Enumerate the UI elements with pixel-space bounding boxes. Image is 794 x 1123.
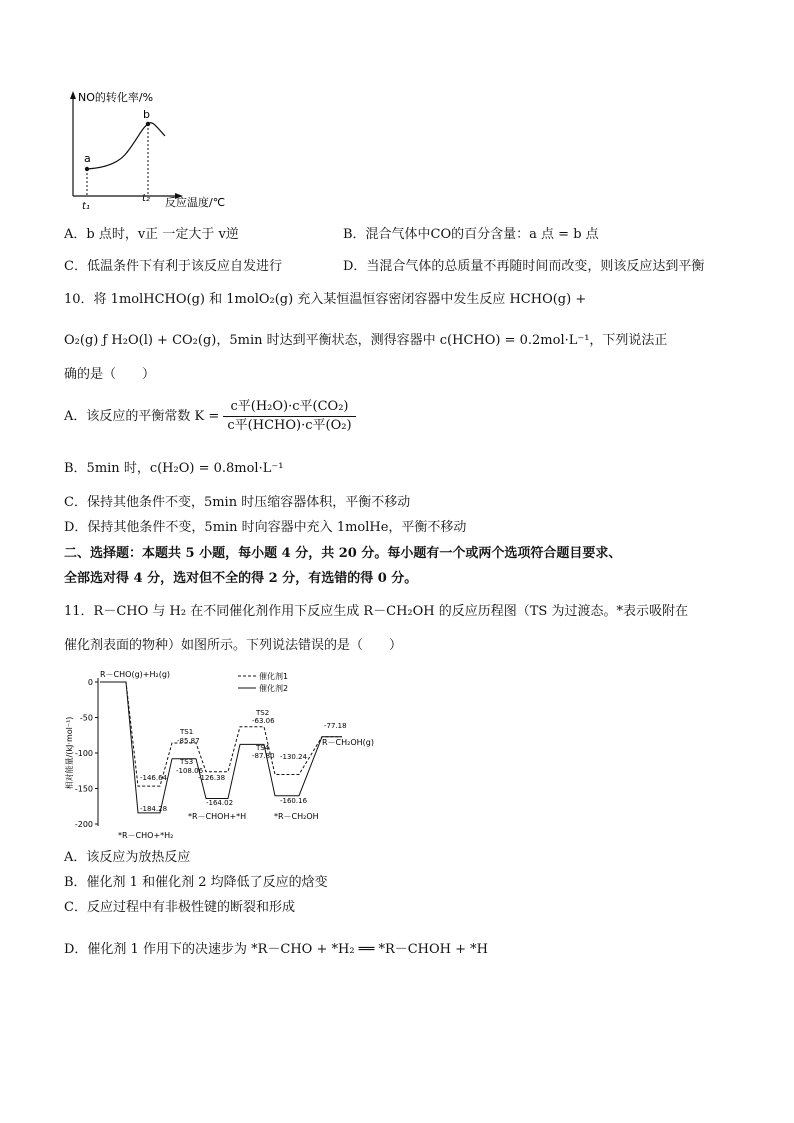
conversion-curve	[87, 123, 165, 169]
series-line-2	[100, 682, 342, 813]
fraction-denominator: c平(HCHO)·c平(O₂)	[227, 418, 352, 433]
q10-option-a-prefix: A．该反应的平衡常数 K =	[64, 409, 220, 424]
y-tick-label: -150	[74, 784, 93, 794]
ts-label: TS4	[256, 744, 270, 752]
t2-label: t₂	[142, 193, 150, 204]
ts-label: TS2	[256, 709, 270, 717]
legend-label: 催化剂1	[259, 672, 289, 681]
ts-label: TS3	[180, 758, 194, 766]
point-b-label: b	[143, 108, 150, 121]
value-label: -184.28	[140, 805, 168, 813]
species-label: *R－CHO+*H₂	[118, 831, 174, 840]
q10-stem-3: 确的是（ ）	[64, 367, 156, 382]
legend-label: 催化剂2	[259, 684, 289, 693]
q10-option-b: B．5min 时，c(H₂O) = 0.8mol·L⁻¹	[64, 461, 284, 476]
value-label: -87.80	[252, 752, 275, 760]
y-tick-label: -100	[74, 749, 93, 758]
q9-option-c: C．低温条件下有利于该反应自发进行	[64, 259, 282, 274]
value-label: -126.38	[198, 774, 226, 782]
value-label: -85.87	[177, 737, 200, 745]
y-axis-label: NO的转化率/%	[78, 91, 154, 104]
q10-stem-1: 10．将 1molHCHO(g) 和 1molO₂(g) 充入某恒温恒容密闭容器中发生反应 HCHO(g) +	[64, 292, 587, 307]
fraction-numerator: c平(H₂O)·c平(CO₂)	[223, 398, 355, 417]
y-tick-label: -50	[79, 713, 93, 723]
q9-option-a: A．b 点时，v正 一定大于 v逆	[64, 227, 239, 242]
value-label: -77.18	[324, 722, 347, 730]
q10-option-a	[64, 398, 356, 435]
q11-option-d: D．催化剂 1 作用下的决速步为 *R－CHO + *H₂ ══ *R－CHOH + *H	[64, 942, 489, 957]
y-axis-arrow	[70, 91, 76, 99]
section2-heading-line2: 全部选对得 4 分，选对但不全的得 2 分，有选错的得 0 分。	[64, 571, 418, 586]
q9-option-d: D．当混合气体的总质量不再随时间而改变，则该反应达到平衡	[343, 259, 705, 274]
series-line-1	[100, 682, 342, 786]
value-label: -63.06	[252, 717, 275, 725]
q10-stem-2: O₂(g) ƒ H₂O(l) + CO₂(g)，5min 时达到平衡状态，测得容器中 c(HCHO) = 0.2mol·L⁻¹，下列说法正	[64, 333, 668, 348]
ts-label: TS1	[180, 728, 194, 736]
value-label: -160.16	[280, 797, 308, 805]
equilibrium-constant-fraction	[223, 398, 355, 435]
q9-option-b: B．混合气体中CO的百分含量：a 点 = b 点	[343, 227, 599, 242]
value-label: -130.24	[280, 753, 308, 761]
y-axis-label: 相对能量/(kJ·mol⁻¹)	[65, 716, 74, 790]
species-label: *R－CH₂OH	[274, 812, 319, 821]
species-label: R－CH₂OH(g)	[322, 738, 374, 747]
t1-label: t₁	[82, 201, 90, 212]
q11-option-c: C．反应过程中有非极性键的断裂和形成	[64, 900, 295, 915]
q10-option-c: C．保持其他条件不变，5min 时压缩容器体积，平衡不移动	[64, 495, 411, 510]
q10-option-d: D．保持其他条件不变，5min 时向容器中充入 1molHe，平衡不移动	[64, 520, 467, 535]
q11-option-b: B．催化剂 1 和催化剂 2 均降低了反应的焓变	[64, 875, 328, 890]
y-tick-label: -200	[74, 820, 93, 829]
x-axis-label: 反应温度/℃	[165, 196, 226, 209]
value-label: -146.64	[140, 774, 168, 782]
point-a-label: a	[84, 152, 91, 165]
species-label: R－CHO(g)+H₂(g)	[100, 670, 171, 679]
species-label: *R－CHOH+*H	[188, 812, 247, 821]
section2-heading-line1: 二、选择题：本题共 5 小题，每小题 4 分，共 20 分。每小题有一个或两个选项符合题目要求、	[64, 546, 622, 561]
value-label: -164.02	[206, 799, 234, 807]
q11-stem-1: 11．R－CHO 与 H₂ 在不同催化剂作用下反应生成 R－CH₂OH 的反应历程图（TS 为过渡态。*表示吸附在	[64, 604, 688, 619]
energy-profile-chart	[60, 662, 410, 840]
q11-stem-2: 催化剂表面的物种）如图所示。下列说法错误的是（ ）	[64, 638, 403, 653]
y-tick-label: 0	[87, 678, 93, 687]
q11-option-a: A．该反应为放热反应	[64, 850, 191, 865]
value-label: -108.06	[176, 767, 204, 775]
no-conversion-graph	[60, 88, 250, 213]
